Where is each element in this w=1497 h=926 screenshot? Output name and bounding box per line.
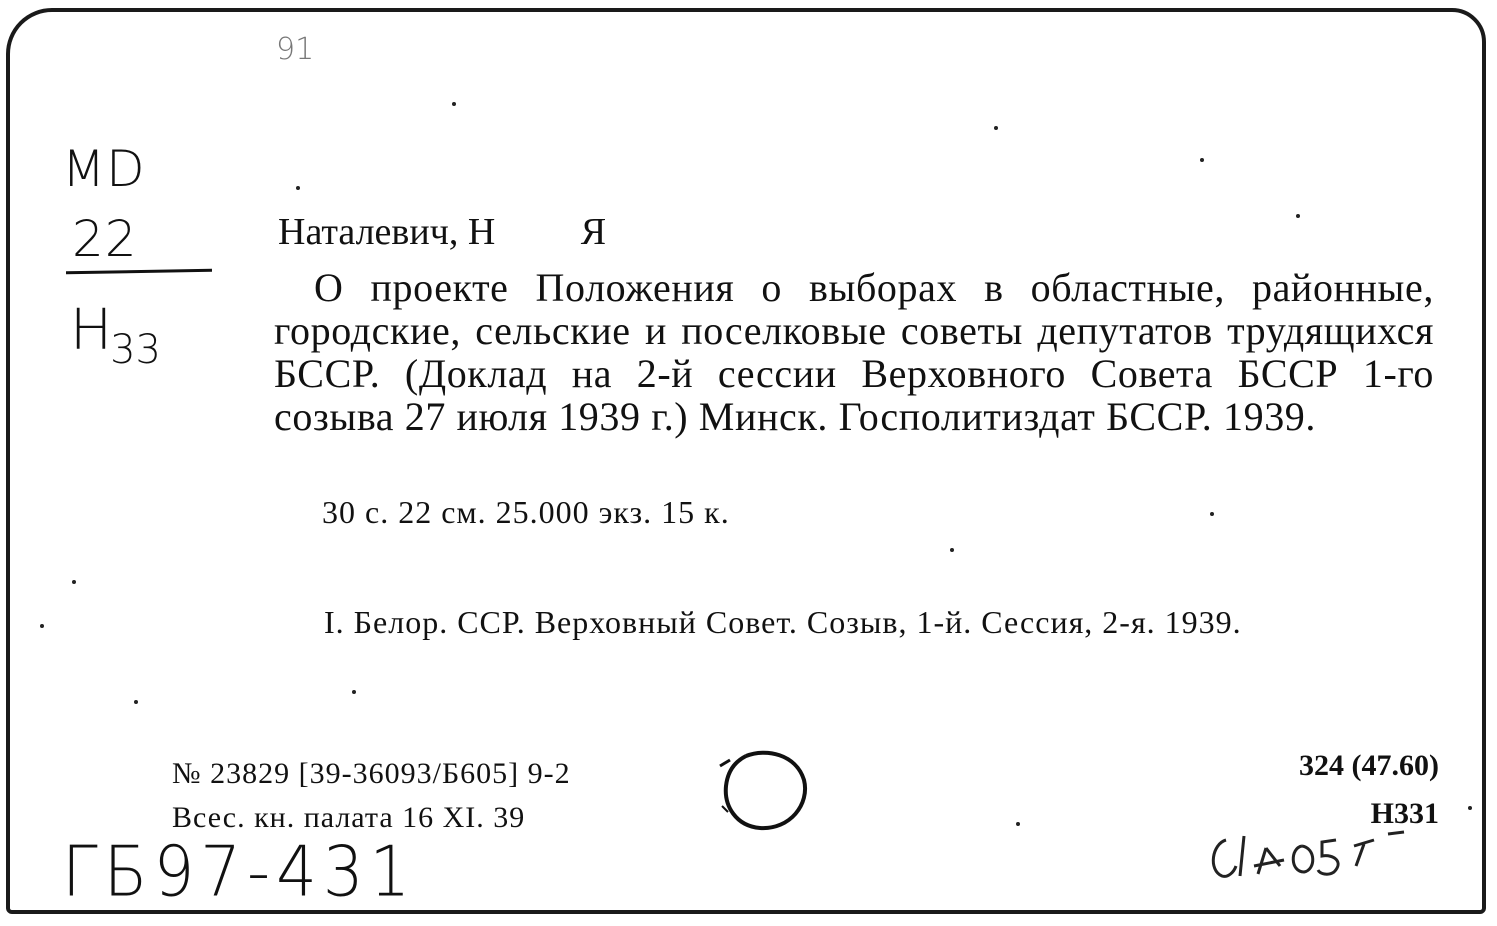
shelfmark-bottom-sub: 33 <box>110 327 162 373</box>
book-chamber-line: Всес. кн. палата 16 XI. 39 <box>172 801 526 834</box>
shelfmark-bottom <box>70 298 163 373</box>
top-mark: 91 <box>276 32 315 67</box>
speck <box>994 126 998 130</box>
speck <box>1210 512 1214 516</box>
speck <box>134 700 138 704</box>
inventory-number: ГБ97-431 <box>62 833 417 913</box>
speck <box>296 186 300 190</box>
shelfmark-bottom-main: H <box>70 298 113 363</box>
handwritten-note-signature <box>1204 826 1424 888</box>
speck <box>40 624 44 628</box>
collation-line: 30 с. 22 см. 25.000 экз. 15 к. <box>322 494 730 530</box>
speck <box>1296 214 1300 218</box>
speck <box>72 580 76 584</box>
author-mark: Н331 <box>1370 797 1439 830</box>
title-statement: О проекте Положения о выборах в областные, районные, городские, сельские и поселковые советы депутатов трудящихся БССР. (Доклад на 2-й сессии Верховного Совета БССР 1-го созыва 27 июля 1939 г.) Минск. Госполитиздат БССР. 1939. <box>274 265 1434 439</box>
print-order-block <box>172 752 571 840</box>
speck <box>1200 158 1204 162</box>
subject-tracing: I. Белор. ССР. Верховный Совет. Созыв, 1-й. Сессия, 2-я. 1939. <box>324 604 1242 640</box>
print-order-number: № 23829 [39-36093/Б605] 9-2 <box>172 757 571 790</box>
speck <box>1016 822 1020 826</box>
speck <box>352 690 356 694</box>
speck <box>452 102 456 106</box>
shelfmark-top: MD <box>62 140 146 198</box>
shelfmark-middle: 22 <box>72 210 138 268</box>
classification-block <box>1299 742 1439 838</box>
circle-stamp-icon <box>716 746 812 834</box>
author-heading: Наталевич, Н Я <box>278 211 607 253</box>
speck <box>950 548 954 552</box>
speck <box>1468 806 1472 810</box>
udc-number: 324 (47.60) <box>1299 749 1439 782</box>
